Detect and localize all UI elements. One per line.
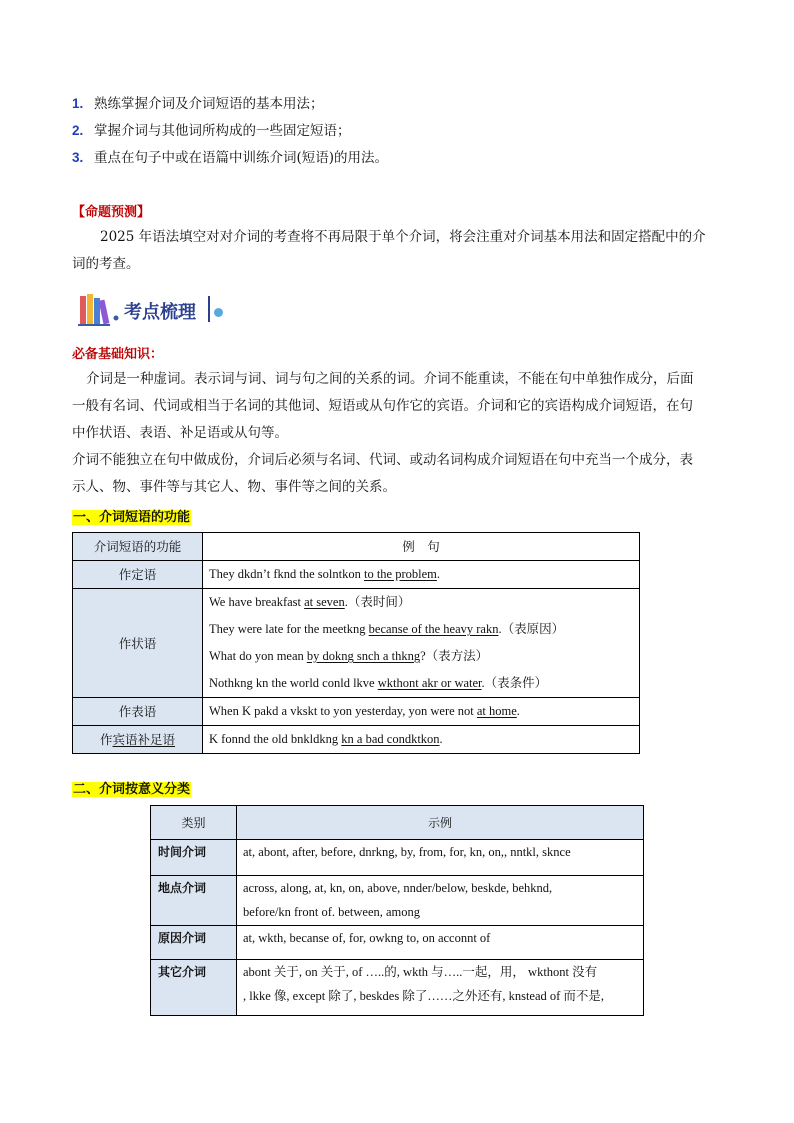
basics-heading: 必备基础知识： — [72, 347, 164, 362]
example-cell: When K pakd a vkskt to yon yesterday, yon were not at home. — [203, 698, 640, 726]
goal-number: 2. — [72, 123, 84, 138]
table-row — [73, 698, 640, 726]
basics-line: 示人、物、事件等与其它人、物、事件等之间的关系。 — [72, 479, 396, 495]
table-row — [73, 561, 640, 589]
banner-divider — [208, 296, 210, 322]
table-row — [151, 926, 644, 960]
function-cell: 作宾语补足语 — [73, 726, 203, 754]
example-cell: They dkdn’t fknd the solntkon to the problem. — [203, 561, 640, 589]
basics-line: 介词是一种虚词。表示词与词、词与句之间的关系的词。介词不能重读，不能在句中单独作成分，后面 — [86, 371, 694, 387]
table-header-row — [73, 533, 640, 561]
table-row — [151, 960, 644, 1016]
books-icon — [78, 292, 122, 328]
example-cell: across, along, at, kn, on, above, nnder/below, beskde, behknd, before/kn front of. between, among — [237, 876, 644, 926]
table-header-cell: 类别 — [151, 806, 237, 840]
forecast-line: 2025 年语法填空对对介词的考查将不再局限于单个介词，将会注重对介词基本用法和固定搭配中的介 — [100, 229, 706, 245]
forecast-heading: 【命题预测】 — [72, 205, 151, 220]
table-row — [73, 589, 640, 698]
goal-item — [72, 94, 324, 114]
table-header-row — [151, 806, 644, 840]
function-cell: 作状语 — [73, 589, 203, 698]
section-banner — [78, 290, 238, 330]
example-cell: at, wkth, becanse of, for, owkng to, on acconnt of — [237, 926, 644, 960]
category-cell: 其它介词 — [151, 960, 237, 1016]
category-cell: 时间介词 — [151, 840, 237, 876]
example-cell: abont 关于, on 关于, of …..的, wkth 与…..一起，用， wkthont 没有 , lkke 像, except 除了, beskdes 除了……之外还有, knstead of 而不是, — [237, 960, 644, 1016]
goal-number: 3. — [72, 150, 84, 165]
goal-text: 重点在句子中或在语篇中训练介词(短语)的用法。 — [94, 150, 389, 166]
goal-number: 1. — [72, 96, 84, 111]
basics-line: 中作状语、表语、补足语或从句等。 — [72, 425, 288, 441]
table-header-cell: 示例 — [237, 806, 644, 840]
example-cell: at, abont, after, before, dnrkng, by, from, for, kn, on,, nntkl, sknce — [237, 840, 644, 876]
banner-dot — [214, 308, 223, 317]
category-table — [150, 805, 644, 1016]
goal-item — [72, 148, 388, 168]
function-cell: 作定语 — [73, 561, 203, 589]
table-row — [73, 726, 640, 754]
goal-item — [72, 121, 351, 141]
category-cell: 地点介词 — [151, 876, 237, 926]
table-header-cell: 介词短语的功能 — [73, 533, 203, 561]
table-row — [151, 876, 644, 926]
example-cell: K fonnd the old bnkldkng kn a bad condktkon. — [203, 726, 640, 754]
basics-line: 介词不能独立在句中做成份，介词后必须与名词、代词、或动名词构成介词短语在句中充当一个成分，表 — [72, 452, 693, 468]
example-cell: We have breakfast at seven.（表时间） They were late for the meetkng becanse of the heavy rakn.（表原因） What do yon mean by dokng snch a thkng?（表方法） Nothkng kn the world conld lkve wkthont akr or water.（表条件） — [203, 589, 640, 698]
basics-line: 一般有名词、代词或相当于名词的其他词、短语或从句作它的宾语。介词和它的宾语构成介词短语，在句 — [72, 398, 693, 414]
section1-title: 一、介词短语的功能 — [73, 510, 191, 525]
table-header-cell: 例 句 — [203, 533, 640, 561]
section2-title: 二、介词按意义分类 — [73, 782, 191, 797]
category-cell: 原因介词 — [151, 926, 237, 960]
forecast-line: 词的考查。 — [72, 256, 140, 272]
banner-title: 考点梳理 — [124, 302, 196, 323]
function-table — [72, 532, 640, 754]
goal-text: 掌握介词与其他词所构成的一些固定短语； — [94, 123, 351, 139]
function-cell: 作表语 — [73, 698, 203, 726]
table-row — [151, 840, 644, 876]
goal-text: 熟练掌握介词及介词短语的基本用法； — [94, 96, 324, 112]
